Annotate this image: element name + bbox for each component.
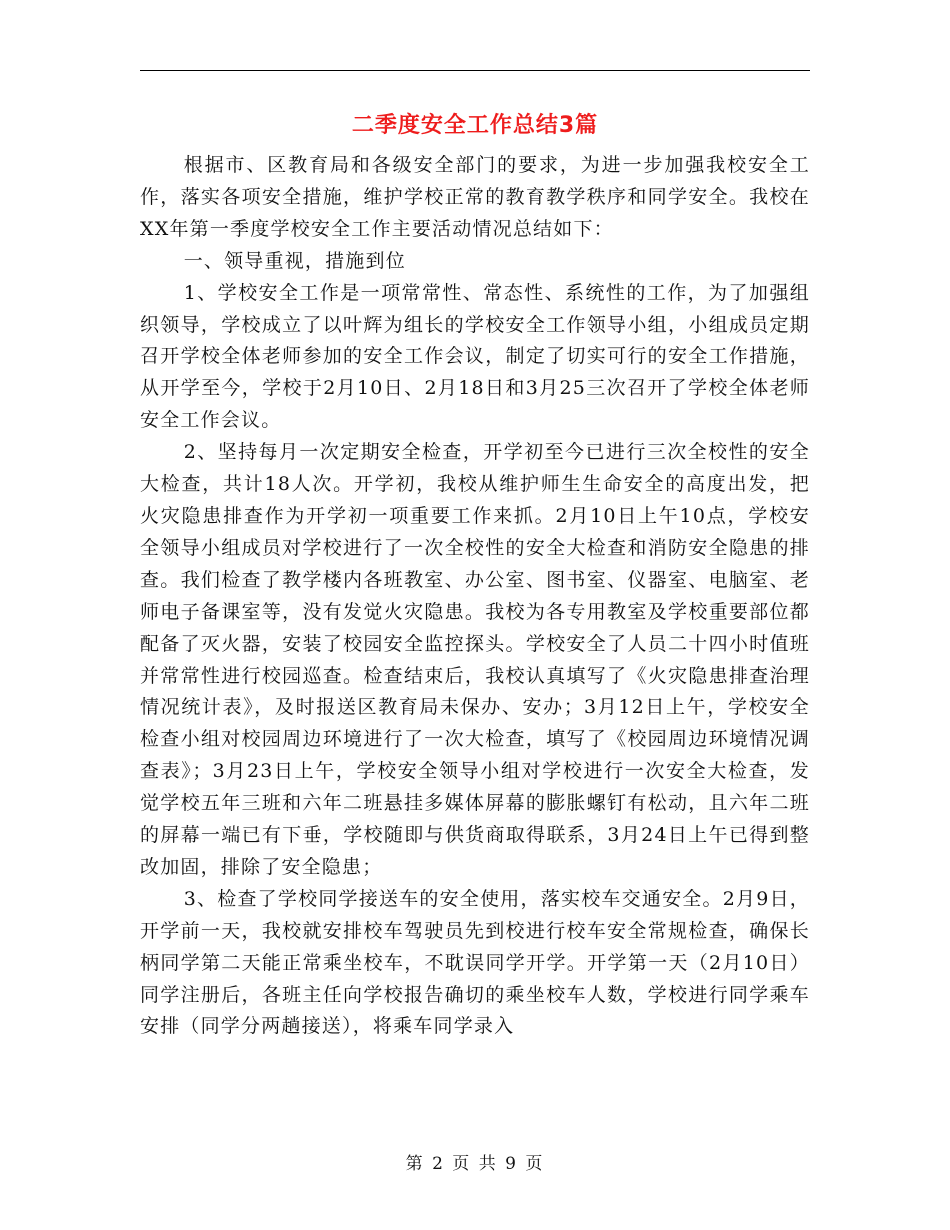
paragraph-intro: 根据市、区教育局和各级安全部门的要求，为进一步加强我校安全工作，落实各项安全措施，维护学校正常的教育教学秩序和同学安全。我校在XX年第一季度学校安全工作主要活动情况总结如下：	[140, 154, 810, 240]
document-body	[140, 150, 810, 1043]
paragraph-item-1: 1、学校安全工作是一项常常性、常态性、系统性的工作，为了加强组织领导，学校成立了以叶辉为组长的学校安全工作领导小组，小组成员定期召开学校全体老师参加的安全工作会议，制定了切实可行的安全工作措施，从开学至今，学校于2月10日、2月18日和3月25三次召开了学校全体老师安全工作会议。	[140, 281, 810, 432]
header-rule	[140, 70, 810, 71]
page-number-footer: 第 2 页 共 9 页	[405, 1154, 545, 1174]
paragraph-item-3: 3、检查了学校同学接送车的安全使用，落实校车交通安全。2月9日，开学前一天，我校就安排校车驾驶员先到校进行校车安全常规检查，确保长柄同学第二天能正常乘坐校车，不耽误同学开学。开学第一天（2月10日）同学注册后，各班主任向学校报告确切的乘坐校车人数，学校进行同学乘车安排（同学分两趟接送），将乘车同学录入	[140, 887, 810, 1038]
page-title: 二季度安全工作总结3篇	[351, 113, 599, 138]
paragraph-item-2: 2、坚持每月一次定期安全检查，开学初至今已进行三次全校性的安全大检查，共计18人次。开学初，我校从维护师生生命安全的高度出发，把火灾隐患排查作为开学初一项重要工作来抓。2月10日上午10点，学校安全领导小组成员对学校进行了一次全校性的安全大检查和消防安全隐患的排查。我们检查了教学楼内各班教室、办公室、图书室、仪器室、电脑室、老师电子备课室等，没有发觉火灾隐患。我校为各专用教室及学校重要部位都配备了灭火器，安装了校园安全监控探头。学校安全了人员二十四小时值班并常常性进行校园巡查。检查结束后，我校认真填写了《火灾隐患排查治理情况统计表》，及时报送区教育局未保办、安办；3月12日上午，学校安全检查小组对校园周边环境进行了一次大检查，填写了《校园周边环境情况调查表》；3月23日上午，学校安全领导小组对学校进行一次安全大检查，发觉学校五年三班和六年二班悬挂多媒体屏幕的膨胀螺钉有松动，且六年二班的屏幕一端已有下垂，学校随即与供货商取得联系，3月24日上午已得到整改加固，排除了安全隐患；	[140, 441, 810, 878]
section-heading: 一、领导重视，措施到位	[183, 249, 406, 272]
